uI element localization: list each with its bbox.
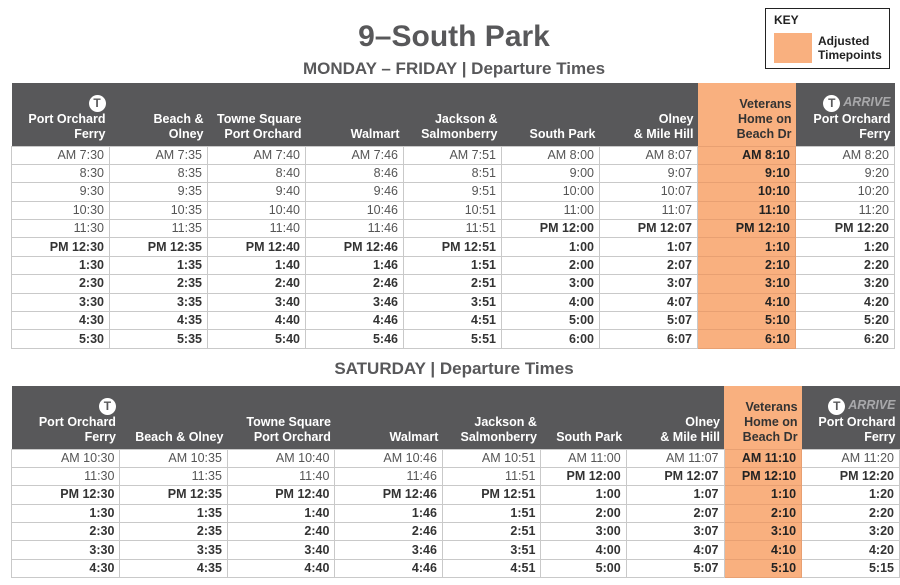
table-row — [12, 146, 895, 164]
time-cell: 10:46 — [306, 201, 404, 219]
time-cell: 3:30 — [12, 541, 120, 559]
time-cell: 1:00 — [541, 486, 626, 504]
time-cell: 4:51 — [442, 559, 541, 577]
time-cell: 9:30 — [12, 183, 110, 201]
time-cell: PM 12:10 — [698, 220, 796, 238]
table-row — [12, 201, 895, 219]
column-header — [404, 83, 502, 146]
time-cell: 9:20 — [796, 164, 895, 182]
time-cell: 5:46 — [306, 330, 404, 348]
header-line: Port Orchard — [253, 429, 331, 444]
column-header — [626, 386, 724, 449]
time-cell: 3:10 — [724, 523, 802, 541]
time-cell: 6:20 — [796, 330, 895, 348]
time-cell: 10:20 — [796, 183, 895, 201]
time-cell: 3:35 — [120, 541, 227, 559]
header-line: & Mile Hill — [633, 126, 694, 141]
time-cell: 2:40 — [227, 523, 334, 541]
time-cell: 2:46 — [335, 523, 442, 541]
time-cell: 11:46 — [306, 220, 404, 238]
time-cell: 5:15 — [802, 559, 900, 577]
page-title: 9–South Park — [358, 20, 550, 53]
time-cell: 9:51 — [404, 183, 502, 201]
time-cell: 1:40 — [208, 256, 306, 274]
time-cell: 5:10 — [724, 559, 802, 577]
time-cell: 2:51 — [442, 523, 541, 541]
time-cell: AM 7:35 — [110, 146, 208, 164]
time-cell: 10:40 — [208, 201, 306, 219]
header-line: Port Orchard — [38, 414, 116, 429]
column-header — [227, 386, 334, 449]
time-cell: 11:07 — [600, 201, 698, 219]
time-cell: 11:51 — [404, 220, 502, 238]
table-row — [12, 559, 900, 577]
time-cell: 9:40 — [208, 183, 306, 201]
time-cell: 1:30 — [12, 504, 120, 522]
column-header — [306, 83, 404, 146]
time-cell: 11:40 — [227, 467, 334, 485]
time-cell: 8:30 — [12, 164, 110, 182]
time-cell: AM 7:46 — [306, 146, 404, 164]
header-line — [545, 415, 622, 430]
header-line: Veterans — [739, 96, 792, 111]
time-cell: 3:46 — [335, 541, 442, 559]
header-line: Salmonberry — [460, 429, 537, 444]
time-cell: 11:40 — [208, 220, 306, 238]
time-cell: 1:46 — [306, 256, 404, 274]
table-row — [12, 293, 895, 311]
header-line: Jackson & — [474, 414, 537, 429]
time-cell: 10:00 — [502, 183, 600, 201]
time-cell: 2:20 — [796, 256, 895, 274]
time-cell: 1:46 — [335, 504, 442, 522]
time-cell: 5:00 — [541, 559, 626, 577]
time-cell: 2:40 — [208, 275, 306, 293]
time-cell: 10:07 — [600, 183, 698, 201]
time-cell: 4:20 — [802, 541, 900, 559]
time-cell: 1:40 — [227, 504, 334, 522]
time-cell: 4:00 — [502, 293, 600, 311]
column-header — [698, 83, 796, 146]
table-row — [12, 467, 900, 485]
time-cell: 5:35 — [110, 330, 208, 348]
time-cell: 3:46 — [306, 293, 404, 311]
arrive-label: ARRIVE — [848, 398, 896, 413]
time-cell: PM 12:40 — [208, 238, 306, 256]
time-cell: 2:00 — [541, 504, 626, 522]
header-line: South Park — [529, 126, 596, 141]
header-line — [506, 112, 596, 127]
time-cell: 9:46 — [306, 183, 404, 201]
key-text: Adjusted Timepoints — [818, 34, 882, 62]
time-cell: 8:51 — [404, 164, 502, 182]
time-cell: 1:10 — [724, 486, 802, 504]
time-cell: PM 12:46 — [306, 238, 404, 256]
saturday-subtitle: SATURDAY | Departure Times — [334, 359, 574, 378]
time-cell: PM 12:51 — [442, 486, 541, 504]
time-cell: PM 12:07 — [600, 220, 698, 238]
time-cell: 1:35 — [120, 504, 227, 522]
table-row — [12, 256, 895, 274]
time-cell: 3:40 — [227, 541, 334, 559]
time-cell: 5:10 — [698, 312, 796, 330]
time-cell: 4:10 — [724, 541, 802, 559]
time-cell: 4:30 — [12, 559, 120, 577]
table-row — [12, 238, 895, 256]
time-cell: 1:35 — [110, 256, 208, 274]
time-cell: AM 7:30 — [12, 146, 110, 164]
time-cell: 6:00 — [502, 330, 600, 348]
time-cell: AM 10:35 — [120, 449, 227, 467]
transit-center-icon: T — [89, 95, 106, 112]
time-cell: 3:20 — [802, 523, 900, 541]
time-cell: 2:30 — [12, 275, 110, 293]
time-cell: 10:35 — [110, 201, 208, 219]
column-header — [796, 83, 895, 146]
time-cell: 1:20 — [802, 486, 900, 504]
time-cell: 4:30 — [12, 312, 110, 330]
time-cell: AM 8:00 — [502, 146, 600, 164]
weekday-schedule-table — [11, 83, 895, 349]
time-cell: 9:00 — [502, 164, 600, 182]
time-cell: AM 11:20 — [802, 449, 900, 467]
time-cell: 3:30 — [12, 293, 110, 311]
time-cell: 11:10 — [698, 201, 796, 219]
column-header — [120, 386, 227, 449]
table-row — [12, 486, 900, 504]
time-cell: 1:07 — [600, 238, 698, 256]
time-cell: AM 10:40 — [227, 449, 334, 467]
column-header — [335, 386, 442, 449]
time-cell: 1:10 — [698, 238, 796, 256]
header-line: Walmart — [389, 429, 439, 444]
time-cell: 5:51 — [404, 330, 502, 348]
time-cell: PM 12:30 — [12, 238, 110, 256]
time-cell: 11:00 — [502, 201, 600, 219]
time-cell: 1:51 — [442, 504, 541, 522]
time-cell: 5:07 — [600, 312, 698, 330]
time-cell: 10:51 — [404, 201, 502, 219]
column-header — [600, 83, 698, 146]
time-cell: AM 11:00 — [541, 449, 626, 467]
header-line: Port Orchard — [224, 126, 302, 141]
time-cell: 10:10 — [698, 183, 796, 201]
time-cell: 3:51 — [404, 293, 502, 311]
time-cell: 5:20 — [796, 312, 895, 330]
header-line: Beach & Olney — [135, 429, 224, 444]
time-cell: 3:07 — [626, 523, 724, 541]
table-row — [12, 523, 900, 541]
time-cell: 5:40 — [208, 330, 306, 348]
header-line: Port Orchard — [818, 414, 896, 429]
key-label: KEY — [774, 13, 799, 27]
header-line: Towne Square — [216, 111, 302, 126]
table-row — [12, 275, 895, 293]
header-line: Home on — [744, 414, 798, 429]
header-line: South Park — [556, 429, 623, 444]
time-cell: AM 11:10 — [724, 449, 802, 467]
time-cell: 11:30 — [12, 220, 110, 238]
column-header — [208, 83, 306, 146]
table-row — [12, 449, 900, 467]
header-line — [339, 415, 438, 430]
header-line: Port Orchard — [813, 111, 891, 126]
column-header — [12, 386, 120, 449]
time-cell: 4:40 — [227, 559, 334, 577]
time-cell: 2:00 — [502, 256, 600, 274]
header-line: Ferry — [84, 429, 116, 444]
time-cell: 3:51 — [442, 541, 541, 559]
time-cell: AM 8:07 — [600, 146, 698, 164]
time-cell: 2:10 — [698, 256, 796, 274]
time-cell: 3:20 — [796, 275, 895, 293]
header-line: & Mile Hill — [660, 429, 721, 444]
time-cell: 11:51 — [442, 467, 541, 485]
table-row — [12, 220, 895, 238]
header-line: Port Orchard — [28, 111, 106, 126]
time-cell: 3:35 — [110, 293, 208, 311]
time-cell: 2:07 — [626, 504, 724, 522]
time-cell: PM 12:20 — [802, 467, 900, 485]
time-cell: 8:35 — [110, 164, 208, 182]
time-cell: 4:46 — [306, 312, 404, 330]
time-cell: 5:07 — [626, 559, 724, 577]
time-cell: 4:46 — [335, 559, 442, 577]
time-cell: PM 12:20 — [796, 220, 895, 238]
time-cell: 4:07 — [626, 541, 724, 559]
time-cell: 1:30 — [12, 256, 110, 274]
time-cell: 1:51 — [404, 256, 502, 274]
time-cell: 6:10 — [698, 330, 796, 348]
time-cell: 5:30 — [12, 330, 110, 348]
transit-center-icon: T — [99, 398, 116, 415]
time-cell: 2:07 — [600, 256, 698, 274]
time-cell: 3:10 — [698, 275, 796, 293]
table-row — [12, 330, 895, 348]
time-cell: 4:20 — [796, 293, 895, 311]
time-cell: 10:30 — [12, 201, 110, 219]
column-header — [442, 386, 541, 449]
time-cell: 11:35 — [120, 467, 227, 485]
column-header — [724, 386, 802, 449]
arrive-label: ARRIVE — [843, 95, 891, 110]
column-header — [502, 83, 600, 146]
header-line: Veterans — [745, 399, 798, 414]
time-cell: 3:40 — [208, 293, 306, 311]
column-header — [110, 83, 208, 146]
time-cell: PM 12:00 — [502, 220, 600, 238]
header-line: Ferry — [859, 126, 891, 141]
time-cell: 11:35 — [110, 220, 208, 238]
time-cell: 11:30 — [12, 467, 120, 485]
time-cell: 9:07 — [600, 164, 698, 182]
time-cell: 1:07 — [626, 486, 724, 504]
time-cell: 2:51 — [404, 275, 502, 293]
time-cell: 9:10 — [698, 164, 796, 182]
column-header — [802, 386, 900, 449]
time-cell: 1:00 — [502, 238, 600, 256]
header-line: Towne Square — [246, 414, 331, 429]
time-cell: PM 12:51 — [404, 238, 502, 256]
time-cell: PM 12:07 — [626, 467, 724, 485]
transit-center-icon: T — [828, 398, 845, 415]
transit-center-icon: T — [823, 95, 840, 112]
time-cell: AM 10:51 — [442, 449, 541, 467]
time-cell: 3:00 — [502, 275, 600, 293]
time-cell: PM 12:00 — [541, 467, 626, 485]
time-cell: AM 7:40 — [208, 146, 306, 164]
time-cell: 2:46 — [306, 275, 404, 293]
saturday-schedule-table — [11, 386, 900, 578]
time-cell: 4:51 — [404, 312, 502, 330]
time-cell: 9:35 — [110, 183, 208, 201]
table-row — [12, 312, 895, 330]
time-cell: 2:30 — [12, 523, 120, 541]
time-cell: AM 10:46 — [335, 449, 442, 467]
column-header — [12, 83, 110, 146]
header-line: Salmonberry — [421, 126, 498, 141]
header-line: Ferry — [74, 126, 106, 141]
weekday-subtitle: MONDAY – FRIDAY | Departure Times — [302, 59, 606, 78]
header-line: Beach Dr — [742, 429, 798, 444]
time-cell: AM 8:20 — [796, 146, 895, 164]
time-cell: 8:46 — [306, 164, 404, 182]
time-cell: 4:40 — [208, 312, 306, 330]
time-cell: 3:00 — [541, 523, 626, 541]
time-cell: 2:10 — [724, 504, 802, 522]
time-cell: 2:35 — [110, 275, 208, 293]
header-line: Beach & — [153, 111, 204, 126]
time-cell: 4:00 — [541, 541, 626, 559]
header-line: Walmart — [350, 126, 400, 141]
time-cell: AM 10:30 — [12, 449, 120, 467]
table-row — [12, 164, 895, 182]
header-line — [310, 112, 400, 127]
header-line: Olney — [168, 126, 204, 141]
time-cell: 1:20 — [796, 238, 895, 256]
time-cell: 11:46 — [335, 467, 442, 485]
time-cell: AM 7:51 — [404, 146, 502, 164]
header-line: Jackson & — [434, 111, 498, 126]
time-cell: PM 12:35 — [110, 238, 208, 256]
time-cell: AM 8:10 — [698, 146, 796, 164]
time-cell: 4:35 — [110, 312, 208, 330]
header-line: Olney — [685, 414, 721, 429]
time-cell: PM 12:30 — [12, 486, 120, 504]
time-cell: AM 11:07 — [626, 449, 724, 467]
table-row — [12, 541, 900, 559]
header-line: Ferry — [864, 429, 896, 444]
column-header — [541, 386, 626, 449]
time-cell: 2:35 — [120, 523, 227, 541]
time-cell: 3:07 — [600, 275, 698, 293]
time-cell: PM 12:46 — [335, 486, 442, 504]
header-line: Home on — [738, 111, 792, 126]
time-cell: 11:20 — [796, 201, 895, 219]
time-cell: 6:07 — [600, 330, 698, 348]
time-cell: 4:07 — [600, 293, 698, 311]
time-cell: PM 12:10 — [724, 467, 802, 485]
table-row — [12, 183, 895, 201]
time-cell: 4:10 — [698, 293, 796, 311]
time-cell: 5:00 — [502, 312, 600, 330]
table-row — [12, 504, 900, 522]
time-cell: 8:40 — [208, 164, 306, 182]
time-cell: 2:20 — [802, 504, 900, 522]
time-cell: PM 12:40 — [227, 486, 334, 504]
header-line — [124, 415, 223, 430]
header-line: Olney — [658, 111, 694, 126]
time-cell: PM 12:35 — [120, 486, 227, 504]
header-line: Beach Dr — [736, 126, 792, 141]
time-cell: 4:35 — [120, 559, 227, 577]
